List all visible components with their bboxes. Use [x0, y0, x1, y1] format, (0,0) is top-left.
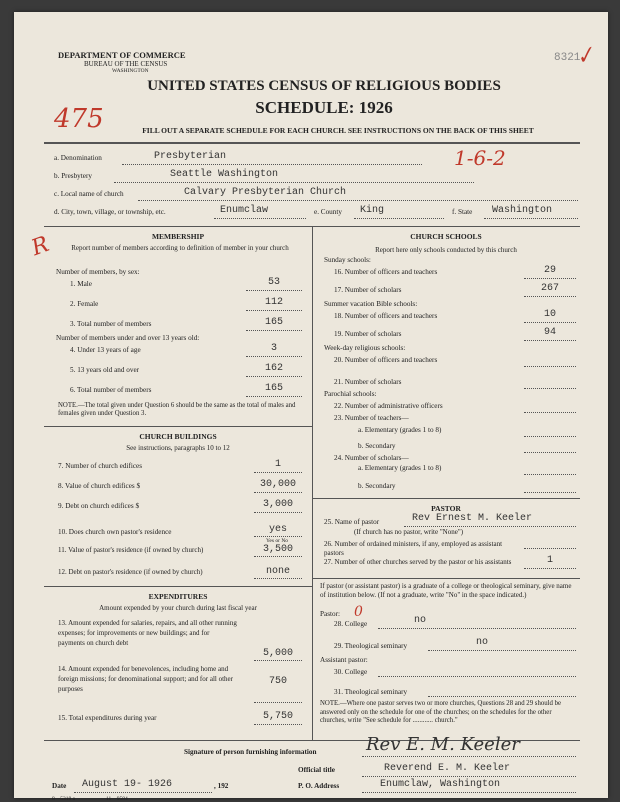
residence-debt-label: 12. Debt on pastor's residence (if owned by church): [58, 568, 203, 576]
church-name-value: Calvary Presbyterian Church: [184, 187, 347, 198]
date-value: August 19- 1926: [82, 779, 173, 790]
pastor-heading: PASTOR: [431, 504, 461, 513]
q27-value: 1: [546, 555, 553, 566]
form-code: 8—5318 a: [52, 796, 76, 802]
form-subtitle: SCHEDULE: 1926: [255, 98, 393, 117]
form-title: UNITED STATES CENSUS OF RELIGIOUS BODIES: [147, 78, 501, 94]
expenditures-intro: Amount expended by your church during last fiscal year: [99, 604, 257, 612]
residence-debt-value: none: [265, 566, 290, 577]
q16-label: 16. Number of officers and teachers: [334, 268, 438, 276]
membership-note: NOTE.—The total given under Question 6 should be the same as the total of males and females given under Question 3.: [58, 402, 296, 417]
date-label: Date: [52, 782, 67, 790]
presbytery-label: b. Presbytery: [54, 172, 92, 180]
code-value: 1-6-2: [454, 146, 506, 170]
state-label: f. State: [452, 208, 473, 216]
q27-label: 27. Number of other churches served by the pastor or his assistants: [324, 558, 512, 566]
benevolences-label: 14. Amount expended for benevolences, including home and foreign missions; for denominational support; and for all other purposes: [58, 665, 233, 693]
sunday-schools-label: Sunday schools:: [324, 256, 371, 264]
pastor-sub-label: Pastor:: [320, 610, 340, 618]
membership-heading: MEMBERSHIP: [151, 232, 205, 241]
parochial-schools-label: Parochial schools:: [324, 390, 377, 398]
residence-value-label: 11. Value of pastor's residence (if owned by church): [58, 546, 204, 554]
schools-intro: Report here only schools conducted by this church: [375, 246, 517, 254]
college-value: no: [414, 615, 427, 626]
q24a-label: a. Elementary (grades 1 to 8): [358, 464, 442, 472]
membership-sex-label: Number of members, by sex:: [56, 268, 140, 276]
weekday-schools-label: Week-day religious schools:: [324, 344, 406, 352]
city-label: d. City, town, village, or township, etc.: [54, 208, 166, 216]
female-value: 112: [264, 297, 283, 308]
owns-residence-label: 10. Does church own pastor's residence: [58, 528, 172, 536]
total-expenditures-label: 15. Total expenditures during year: [58, 714, 157, 722]
q19-value: 94: [543, 327, 556, 338]
male-value: 53: [267, 277, 280, 288]
yes-or-no-note: Yes or No: [266, 538, 289, 544]
form-number: 8321: [554, 52, 581, 64]
female-label: 2. Female: [70, 300, 99, 308]
age-label: Number of members under and over 13 years old:: [56, 334, 200, 342]
q30-label: 30. College: [334, 668, 368, 676]
handwritten-number: 475: [54, 104, 104, 134]
q26-label: 26. Number of ordained ministers, if any, employed as assistant pastors: [324, 540, 503, 557]
residence-value-value: 3,500: [262, 544, 293, 555]
location-label: WASHINGTON: [112, 68, 149, 74]
total-value: 165: [264, 317, 283, 328]
q31-label: 31. Theological seminary: [334, 688, 408, 696]
po-address-label: P. O. Address: [298, 782, 340, 790]
edifices-label: 7. Number of church edifices: [58, 462, 143, 470]
q19-label: 19. Number of scholars: [334, 330, 402, 338]
seminary-value: no: [476, 637, 489, 648]
owns-residence-value: yes: [268, 524, 287, 535]
benevolences-value: 750: [268, 676, 287, 687]
buildings-intro: See instructions, paragraphs 10 to 12: [126, 444, 230, 452]
check-mark: ✓: [572, 41, 598, 72]
over13-value: 162: [264, 363, 283, 374]
q21-label: 21. Number of scholars: [334, 378, 402, 386]
expenditures-heading: EXPENDITURES: [148, 592, 208, 601]
pastor-name-value: Rev Ernest M. Keeler: [412, 513, 533, 524]
department-label: DEPARTMENT OF COMMERCE: [58, 50, 186, 60]
instructions-line: FILL OUT A SEPARATE SCHEDULE FOR EACH CHURCH. SEE INSTRUCTIONS ON THE BACK OF THIS SHEET: [142, 126, 534, 135]
total2-label: 6. Total number of members: [70, 386, 152, 394]
under13-label: 4. Under 13 years of age: [70, 346, 141, 354]
q25-label: 25. Name of pastor: [324, 518, 380, 526]
county-label: e. County: [314, 208, 342, 216]
summer-schools-label: Summer vacation Bible schools:: [324, 300, 418, 308]
under13-value: 3: [270, 343, 277, 354]
q29-label: 29. Theological seminary: [334, 642, 408, 650]
assistant-pastor-label: Assistant pastor:: [320, 656, 368, 664]
census-form: [14, 12, 608, 802]
q23b-label: b. Secondary: [358, 442, 396, 450]
membership-intro: Report number of members according to definition of member in your church: [71, 244, 289, 252]
state-value: Washington: [492, 205, 553, 216]
year-suffix: , 192: [214, 782, 229, 790]
q16-value: 29: [543, 265, 556, 276]
signature-label: Signature of person furnishing information: [184, 748, 317, 756]
salaries-label: 13. Amount expended for salaries, repairs, and all other running expenses; for improvements or new buildings; and for payments on church debt: [58, 619, 237, 647]
total2-value: 165: [264, 383, 283, 394]
q17-label: 17. Number of scholars: [334, 286, 402, 294]
print-code: 11—9584: [106, 796, 128, 802]
pastor-note: NOTE.—Where one pastor serves two or more churches, Questions 28 and 29 should be answered only on the schedule for one of the churches; on the schedules for the other churches, write "See schedule for ............ church.": [320, 700, 562, 724]
pastor-zero-mark: 0: [354, 604, 363, 620]
over13-label: 5. 13 years old and over: [70, 366, 140, 374]
value-edifices-label: 8. Value of church edifices $: [58, 482, 141, 490]
q24b-label: b. Secondary: [358, 482, 396, 490]
q24-label: 24. Number of scholars—: [334, 454, 409, 462]
debt-label: 9. Debt on church edifices $: [58, 502, 140, 510]
q23a-label: a. Elementary (grades 1 to 8): [358, 426, 442, 434]
q17-value: 267: [540, 283, 559, 294]
signature: Rev E. M. Keeler: [366, 734, 520, 755]
county-value: King: [360, 205, 385, 216]
denomination-value: Presbyterian: [154, 151, 227, 162]
initial-mark: R: [28, 231, 53, 262]
debt-value: 3,000: [262, 499, 293, 510]
buildings-heading: CHURCH BUILDINGS: [139, 432, 217, 441]
graduate-note: If pastor (or assistant pastor) is a graduate of a college or theological seminary, give name of institution below. (If not a graduate, write "No" in the space indicated.): [320, 582, 572, 599]
total-label: 3. Total number of members: [70, 320, 152, 328]
q22-label: 22. Number of administrative officers: [334, 402, 443, 410]
value-edifices-value: 30,000: [259, 479, 296, 490]
total-expenditures-value: 5,750: [262, 711, 293, 722]
q23-label: 23. Number of teachers—: [334, 414, 409, 422]
denomination-label: a. Denomination: [54, 154, 102, 162]
schools-heading: CHURCH SCHOOLS: [410, 232, 482, 241]
bureau-label: BUREAU OF THE CENSUS: [84, 60, 168, 68]
church-name-label: c. Local name of church: [54, 190, 124, 198]
q28-label: 28. College: [334, 620, 368, 628]
presbytery-value: Seattle Washington: [170, 169, 279, 180]
male-label: 1. Male: [70, 280, 92, 288]
po-address-value: Enumclaw, Washington: [380, 779, 501, 790]
q18-value: 10: [543, 309, 556, 320]
q25-note: (If church has no pastor, write "None"): [354, 528, 464, 536]
city-value: Enumclaw: [220, 205, 269, 216]
edifices-value: 1: [274, 459, 281, 470]
q20-label: 20. Number of officers and teachers: [334, 356, 438, 364]
official-title-value: Reverend E. M. Keeler: [384, 763, 511, 774]
q18-label: 18. Number of officers and teachers: [334, 312, 438, 320]
salaries-value: 5,000: [262, 648, 293, 659]
official-title-label: Official title: [298, 766, 335, 774]
